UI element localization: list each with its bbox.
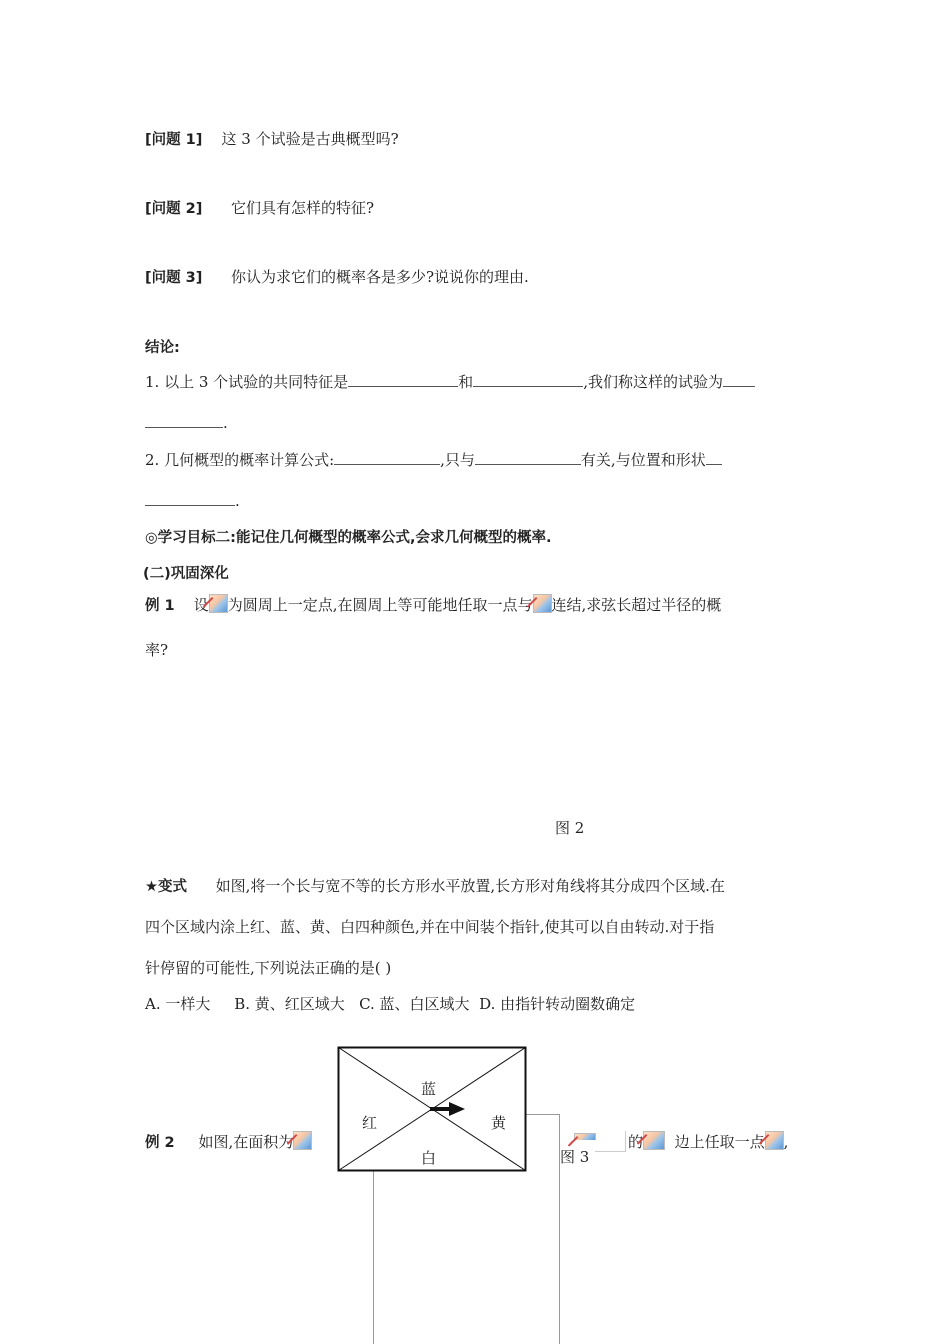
question-1-text: 这 3 个试验是古典概型吗?: [221, 130, 399, 148]
variant-line-1: [145, 875, 725, 896]
blank-6: [706, 450, 722, 465]
variant-line-3: 针停留的可能性,下列说法正确的是( ): [145, 959, 392, 977]
blank-3: [723, 372, 755, 387]
question-3: [145, 266, 529, 287]
conclusion-item-2-end: .: [235, 492, 240, 510]
conclusion-item-1-end: .: [223, 414, 228, 432]
variant-line-2: 四个区域内涂上红、蓝、黄、白四种颜色,并在中间装个指针,使其可以自由转动.对于指: [145, 918, 715, 936]
image-placeholder-icon: [765, 1131, 784, 1150]
image-placeholder-icon: [643, 1131, 665, 1150]
question-3-text: 你认为求它们的概率各是多少?说说你的理由.: [231, 268, 529, 286]
conclusion-item-2: [145, 449, 722, 470]
region-red: 红: [362, 1114, 378, 1132]
conclusion-item-1-c: ,我们称这样的试验为: [583, 373, 723, 391]
example-1-cont: 率?: [145, 641, 169, 659]
example-1-text-a: 设: [193, 596, 209, 614]
example-1-tag: 例 1: [145, 598, 175, 614]
region-yellow: 黄: [491, 1114, 507, 1132]
conclusion-item-2-c: 有关,与位置和形状: [580, 451, 706, 469]
image-placeholder-icon: [209, 594, 228, 613]
section-heading: (二)巩固深化: [143, 566, 229, 582]
variant-options: A. 一样大 B. 黄、红区域大 C. 蓝、白区域大 D. 由指针转动圈数确定: [145, 995, 636, 1013]
example-1-text-c: 连结,求弦长超过半径的概: [551, 596, 722, 614]
blank-3-cont: [145, 413, 223, 428]
conclusion-item-1-a: 1. 以上 3 个试验的共同特征是: [145, 373, 349, 391]
example-1: [145, 594, 721, 615]
example-2-text-d: ,: [783, 1133, 789, 1151]
conclusion-item-1-cont: [145, 413, 228, 432]
blank-2: [473, 372, 583, 387]
learning-goal-2: ◎学习目标二:能记住几何概型的概率公式,会求几何概型的概率.: [145, 530, 552, 546]
conclusion-title: 结论:: [145, 340, 180, 356]
image-placeholder-icon: [533, 594, 552, 613]
conclusion-item-1: [145, 371, 755, 392]
image-placeholder-icon: [293, 1131, 312, 1150]
conclusion-item-1-b: 和: [458, 373, 474, 391]
example-2-tag: 例 2: [145, 1135, 175, 1151]
blank-1: [348, 372, 458, 387]
region-blue: 蓝: [421, 1080, 437, 1098]
conclusion-item-2-a: 2. 几何概型的概率计算公式:: [145, 451, 335, 469]
question-3-tag: [问题 3]: [145, 270, 203, 286]
question-2-text: 它们具有怎样的特征?: [231, 199, 375, 217]
figure-2-caption: 图 2: [555, 819, 585, 837]
figure-3-caption: 图 3: [560, 1148, 590, 1166]
example-2-text-c: 边上任取一点: [674, 1133, 765, 1151]
question-1: [145, 128, 399, 149]
image-placeholder-box: [595, 1131, 626, 1152]
example-2-text-a: 如图,在面积为: [198, 1133, 294, 1151]
conclusion-item-2-b: ,只与: [440, 451, 475, 469]
blank-5: [475, 450, 581, 465]
example-2: [145, 1131, 312, 1152]
variant-text-1: 如图,将一个长与宽不等的长方形水平放置,长方形对角线将其分成四个区域.在: [215, 877, 725, 895]
question-2-tag: [问题 2]: [145, 201, 203, 217]
image-placeholder-icon: [574, 1133, 596, 1140]
example-1-text-b: 为圆周上一定点,在圆周上等可能地任取一点与: [227, 596, 533, 614]
variant-tag: ★变式: [145, 879, 187, 895]
example-2-text-b: 的: [628, 1133, 644, 1151]
example-2-cont: [628, 1131, 788, 1152]
question-2: [145, 197, 374, 218]
conclusion-item-2-cont: [145, 491, 240, 510]
blank-4: [334, 450, 440, 465]
region-white: 白: [421, 1149, 437, 1167]
question-1-tag: [问题 1]: [145, 132, 203, 148]
blank-6-cont: [145, 491, 235, 506]
